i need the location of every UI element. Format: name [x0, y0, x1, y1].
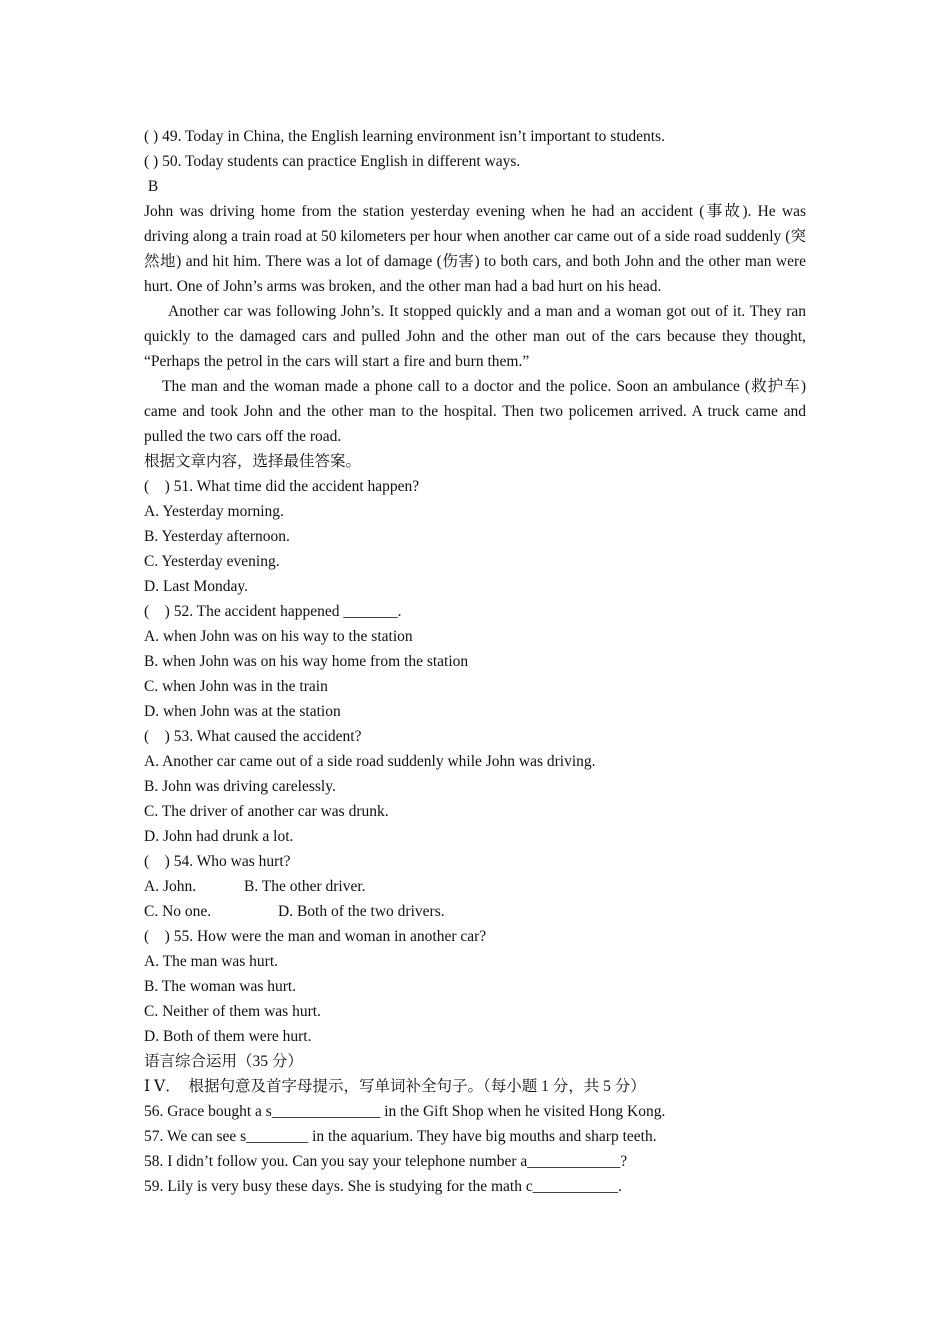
question-55-option-a: A. The man was hurt.: [144, 953, 279, 970]
question-50: ( ) 50. Today students can practice English in different ways.: [144, 153, 521, 170]
question-55-option-b: B. The woman was hurt.: [144, 978, 297, 995]
question-54-option-a: A. John.: [144, 878, 197, 895]
question-51-option-c: C. Yesterday evening.: [144, 553, 280, 570]
question-54-options-row-2: [144, 899, 806, 924]
passage-paragraph-2: Another car was following John’s. It stopped quickly and a man and a woman got out of it. They ran quickly to the damaged cars and pulled John and the other man out of the cars because they thought, “Perhaps the petrol in the cars will start a fire and burn them.”: [144, 303, 806, 370]
language-use-heading: 语言综合运用（35 分）: [144, 1053, 303, 1070]
question-53-stem: ( ) 53. What caused the accident?: [144, 728, 362, 745]
question-53-option-a: A. Another car came out of a side road suddenly while John was driving.: [144, 753, 596, 770]
question-55-option-c: C. Neither of them was hurt.: [144, 1003, 321, 1020]
section-b-label: B: [144, 178, 159, 195]
document-page: [144, 124, 806, 1199]
question-52-option-a: A. when John was on his way to the station: [144, 628, 413, 645]
question-52-option-d: D. when John was at the station: [144, 703, 341, 720]
question-51-stem: ( ) 51. What time did the accident happen?: [144, 478, 420, 495]
fill-in-item-58: 58. I didn’t follow you. Can you say your telephone number a____________?: [144, 1153, 628, 1170]
question-54-option-b: B. The other driver.: [244, 878, 366, 895]
question-54-stem: ( ) 54. Who was hurt?: [144, 853, 291, 870]
question-49: ( ) 49. Today in China, the English learning environment isn’t important to students.: [144, 128, 665, 145]
question-54-options-row-1: [144, 874, 806, 899]
question-51-option-a: A. Yesterday morning.: [144, 503, 284, 520]
question-55-option-d: D. Both of them were hurt.: [144, 1028, 312, 1045]
question-52-option-b: B. when John was on his way home from the station: [144, 653, 469, 670]
reading-instruction: 根据文章内容，选择最佳答案。: [144, 453, 362, 470]
fill-in-item-57: 57. We can see s________ in the aquarium. They have big mouths and sharp teeth.: [144, 1128, 657, 1145]
question-53-option-b: B. John was driving carelessly.: [144, 778, 336, 795]
question-51-option-b: B. Yesterday afternoon.: [144, 528, 290, 545]
fill-in-item-56: 56. Grace bought a s______________ in the Gift Shop when he visited Hong Kong.: [144, 1103, 666, 1120]
question-52-option-c: C. when John was in the train: [144, 678, 328, 695]
question-51-option-d: D. Last Monday.: [144, 578, 249, 595]
passage-paragraph-1: John was driving home from the station yesterday evening when he had an accident (事故). He was driving along a train road at 50 kilometers per hour when another car came out of a side road suddenly (突然地) and hit him. There was a lot of damage (伤害) to both cars, and both John and the other man were hurt. One of John’s arms was broken, and the other man had a bad hurt on his head.: [144, 203, 806, 295]
passage-paragraph-3: The man and the woman made a phone call to a doctor and the police. Soon an ambulance (救护车) came and took John and the other man to the hospital. Then two policemen arrived. A truck came and pulled the two cars off the road.: [144, 378, 806, 445]
question-53-option-c: C. The driver of another car was drunk.: [144, 803, 389, 820]
question-52-stem: ( ) 52. The accident happened _______.: [144, 603, 402, 620]
question-54-option-c: C. No one.: [144, 903, 212, 920]
question-55-stem: ( ) 55. How were the man and woman in another car?: [144, 928, 487, 945]
question-53-option-d: D. John had drunk a lot.: [144, 828, 294, 845]
part-iv-heading: Ⅰ Ⅴ． 根据句意及首字母提示，写单词补全句子。（每小题 1 分，共 5 分）: [144, 1078, 646, 1095]
question-54-option-d: D. Both of the two drivers.: [278, 903, 445, 920]
fill-in-item-59: 59. Lily is very busy these days. She is studying for the math c___________.: [144, 1178, 622, 1195]
